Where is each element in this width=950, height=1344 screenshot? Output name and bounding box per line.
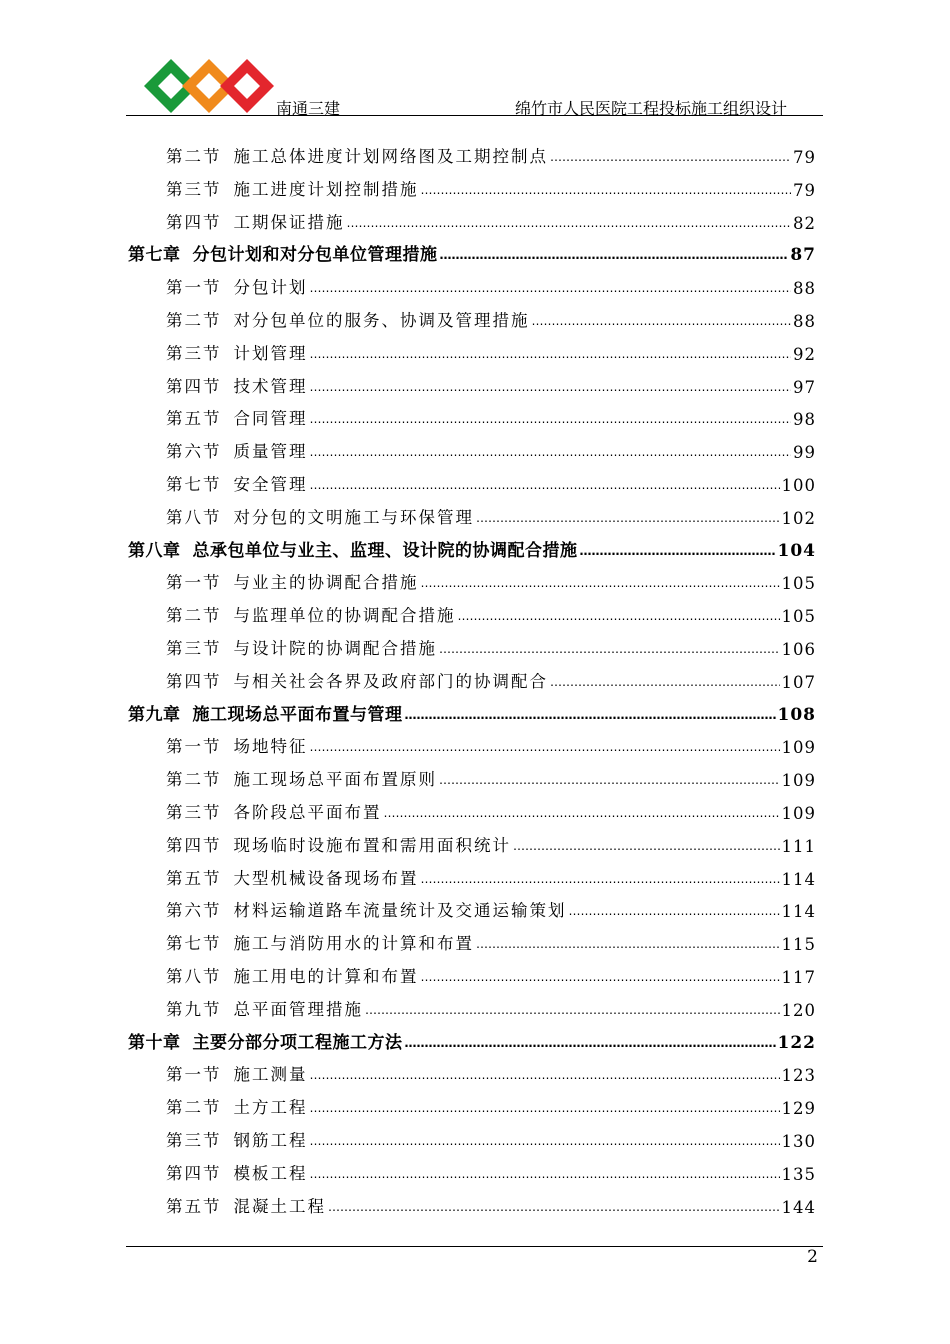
toc-section-entry[interactable] <box>166 561 816 593</box>
toc-entry-title: 模板工程 <box>233 1163 308 1183</box>
toc-entry-title: 大型机械设备现场布置 <box>233 868 419 888</box>
toc-leader-dots <box>550 676 780 692</box>
company-logo <box>139 56 279 116</box>
toc-entry-page: 87 <box>790 245 816 266</box>
toc-leader-dots <box>421 873 780 889</box>
toc-entry-page: 100 <box>781 476 816 495</box>
toc-entry-title: 安全管理 <box>233 475 308 494</box>
toc-entry-title: 计划管理 <box>233 343 308 363</box>
page-header <box>126 50 823 116</box>
toc-entry-page: 88 <box>793 312 816 331</box>
toc-entry-page: 109 <box>781 771 816 791</box>
toc-section-entry[interactable] <box>166 299 816 331</box>
footer-divider <box>126 1246 823 1247</box>
toc-leader-dots <box>365 1004 780 1020</box>
toc-entry-page: 79 <box>793 148 816 167</box>
toc-section-entry[interactable] <box>166 627 816 659</box>
toc-entry-page: 135 <box>781 1164 816 1184</box>
toc-leader-dots <box>440 249 789 265</box>
toc-entry-page: 115 <box>781 935 816 955</box>
toc-entry-title: 分包计划 <box>233 278 308 298</box>
toc-section-entry[interactable] <box>166 463 816 495</box>
toc-entry-number: 第二节 <box>166 311 222 330</box>
toc-entry-page: 108 <box>777 704 816 725</box>
toc-entry-number: 第四节 <box>166 1163 222 1183</box>
toc-entry-page: 82 <box>793 213 816 233</box>
toc-section-entry[interactable] <box>166 1119 816 1151</box>
toc-entry-title: 施工现场总平面布置与管理 <box>192 704 403 725</box>
toc-entry-title: 质量管理 <box>233 442 308 462</box>
toc-leader-dots <box>384 807 780 823</box>
toc-section-entry[interactable] <box>166 365 816 397</box>
toc-entry-page: 102 <box>781 508 816 528</box>
toc-entry-page: 98 <box>793 410 816 430</box>
toc-entry-page: 88 <box>793 279 816 299</box>
toc-section-entry[interactable] <box>166 201 816 233</box>
toc-entry-page: 114 <box>781 902 816 922</box>
toc-leader-dots <box>476 938 780 954</box>
toc-entry-page: 129 <box>781 1099 816 1119</box>
toc-entry-number: 第八节 <box>166 507 222 527</box>
toc-leader-dots <box>421 184 792 200</box>
logo-diamond-red <box>220 59 274 113</box>
toc-entry-page: 107 <box>781 672 816 692</box>
toc-section-entry[interactable] <box>166 332 816 364</box>
toc-section-entry[interactable] <box>166 922 816 954</box>
toc-section-entry[interactable] <box>166 1185 816 1217</box>
header-divider <box>126 115 823 116</box>
toc-entry-number: 第三节 <box>166 179 222 199</box>
toc-section-entry[interactable] <box>166 660 816 692</box>
toc-entry-title: 施工测量 <box>233 1065 308 1085</box>
toc-entry-number: 第一节 <box>166 278 222 298</box>
toc-section-entry[interactable] <box>166 791 816 823</box>
toc-entry-page: 79 <box>793 180 816 200</box>
toc-leader-dots <box>421 971 780 987</box>
toc-entry-number: 第四节 <box>166 835 222 855</box>
toc-chapter-entry[interactable] <box>128 1021 816 1053</box>
toc-entry-title: 与相关社会各界及政府部门的协调配合 <box>233 671 548 691</box>
toc-section-entry[interactable] <box>166 857 816 889</box>
toc-leader-dots <box>532 315 792 331</box>
toc-entry-number: 第十章 <box>128 1032 181 1053</box>
toc-entry-title: 对分包单位的服务、协调及管理措施 <box>233 311 530 330</box>
toc-entry-title: 材料运输道路车流量统计及交通运输策划 <box>233 901 567 921</box>
toc-section-entry[interactable] <box>166 955 816 987</box>
toc-entry-title: 现场临时设施布置和需用面积统计 <box>233 835 511 855</box>
toc-entry-title: 分包计划和对分包单位管理措施 <box>192 245 438 266</box>
toc-entry-number: 第二节 <box>166 1098 222 1118</box>
toc-entry-number: 第七章 <box>128 245 181 266</box>
page-number: 2 <box>807 1247 818 1267</box>
toc-entry-number: 第五节 <box>166 1196 222 1216</box>
toc-entry-page: 111 <box>781 836 816 856</box>
toc-entry-number: 第六节 <box>166 901 222 921</box>
toc-leader-dots <box>421 577 780 593</box>
toc-entry-number: 第七节 <box>166 475 222 494</box>
toc-leader-dots <box>569 905 780 921</box>
toc-section-entry[interactable] <box>166 594 816 626</box>
toc-section-entry[interactable] <box>166 496 816 528</box>
toc-chapter-entry[interactable] <box>128 529 816 561</box>
toc-leader-dots <box>458 610 780 626</box>
toc-leader-dots <box>310 381 792 397</box>
toc-entry-number: 第二节 <box>166 770 222 790</box>
toc-section-entry[interactable] <box>166 430 816 462</box>
toc-entry-title: 施工现场总平面布置原则 <box>233 770 437 790</box>
toc-entry-number: 第九节 <box>166 999 222 1019</box>
toc-leader-dots <box>310 348 792 364</box>
toc-entry-title: 场地特征 <box>233 737 308 757</box>
toc-leader-dots <box>310 413 792 429</box>
toc-section-entry[interactable] <box>166 758 816 790</box>
toc-entry-title: 与业主的协调配合措施 <box>233 573 419 593</box>
toc-section-entry[interactable] <box>166 824 816 856</box>
toc-leader-dots <box>310 1102 780 1118</box>
toc-section-entry[interactable] <box>166 397 816 429</box>
toc-entry-title: 施工总体进度计划网络图及工期控制点 <box>233 147 548 166</box>
toc-entry-page: 123 <box>781 1066 816 1086</box>
toc-entry-page: 105 <box>781 574 816 594</box>
toc-leader-dots <box>328 1201 780 1217</box>
toc-entry-page: 99 <box>793 443 816 463</box>
toc-entry-number: 第七节 <box>166 934 222 954</box>
toc-entry-number: 第一节 <box>166 737 222 757</box>
toc-entry-page: 114 <box>781 869 816 889</box>
toc-entry-number: 第三节 <box>166 1131 222 1150</box>
toc-entry-number: 第一节 <box>166 573 222 593</box>
toc-leader-dots <box>310 282 792 298</box>
toc-leader-dots <box>310 446 792 462</box>
toc-entry-number: 第三节 <box>166 343 222 363</box>
toc-entry-title: 施工用电的计算和布置 <box>233 967 419 986</box>
toc-entry-page: 92 <box>793 344 816 364</box>
toc-entry-number: 第五节 <box>166 409 222 429</box>
toc-leader-dots <box>476 512 780 528</box>
toc-chapter-entry[interactable] <box>128 233 816 265</box>
toc-leader-dots <box>405 709 776 725</box>
toc-section-entry[interactable] <box>166 889 816 921</box>
toc-entry-title: 主要分部分项工程施工方法 <box>192 1032 403 1053</box>
toc-entry-page: 104 <box>777 540 816 561</box>
toc-entry-title: 施工进度计划控制措施 <box>233 179 419 199</box>
toc-chapter-entry[interactable] <box>128 693 816 725</box>
toc-section-entry[interactable] <box>166 988 816 1020</box>
toc-entry-number: 第六节 <box>166 442 222 462</box>
toc-leader-dots <box>405 1037 776 1053</box>
toc-leader-dots <box>580 545 776 561</box>
toc-entry-title: 施工与消防用水的计算和布置 <box>233 934 474 954</box>
toc-entry-title: 与设计院的协调配合措施 <box>233 639 437 658</box>
toc-section-entry[interactable] <box>166 1152 816 1184</box>
toc-section-entry[interactable] <box>166 135 816 167</box>
toc-entry-page: 144 <box>781 1197 816 1217</box>
toc-leader-dots <box>310 479 780 495</box>
toc-entry-title: 混凝土工程 <box>233 1196 326 1216</box>
toc-entry-page: 117 <box>781 968 816 987</box>
toc-entry-title: 技术管理 <box>233 376 308 396</box>
toc-entry-page: 97 <box>793 377 816 397</box>
toc-entry-title: 各阶段总平面布置 <box>233 803 382 822</box>
toc-entry-page: 105 <box>781 607 816 627</box>
toc-entry-number: 第二节 <box>166 147 222 166</box>
toc-leader-dots <box>439 643 780 659</box>
toc-entry-number: 第四节 <box>166 376 222 396</box>
toc-section-entry[interactable] <box>166 168 816 200</box>
company-name: 南通三建 <box>276 99 341 118</box>
toc-section-entry[interactable] <box>166 266 816 298</box>
document-title: 绵竹市人民医院工程投标施工组织设计 <box>514 99 787 118</box>
toc-entry-title: 合同管理 <box>233 409 308 429</box>
toc-entry-title: 工期保证措施 <box>233 212 345 232</box>
toc-leader-dots <box>310 1135 780 1151</box>
toc-entry-page: 109 <box>781 738 816 758</box>
toc-leader-dots <box>439 774 780 790</box>
toc-section-entry[interactable] <box>166 1086 816 1118</box>
toc-leader-dots <box>310 741 780 757</box>
toc-entry-page: 122 <box>777 1032 816 1053</box>
toc-entry-title: 对分包的文明施工与环保管理 <box>233 507 474 527</box>
toc-leader-dots <box>310 1069 780 1085</box>
toc-entry-title: 总承包单位与业主、监理、设计院的协调配合措施 <box>192 540 578 561</box>
toc-entry-number: 第五节 <box>166 868 222 888</box>
toc-entry-number: 第九章 <box>128 704 181 725</box>
toc-entry-number: 第八节 <box>166 967 222 986</box>
toc-entry-number: 第三节 <box>166 639 222 658</box>
toc-entry-number: 第三节 <box>166 803 222 822</box>
toc-entry-number: 第四节 <box>166 212 222 232</box>
toc-entry-number: 第二节 <box>166 606 222 626</box>
toc-section-entry[interactable] <box>166 1053 816 1085</box>
toc-leader-dots <box>347 217 792 233</box>
toc-entry-title: 钢筋工程 <box>233 1131 308 1150</box>
toc-leader-dots <box>550 151 791 167</box>
toc-entry-page: 109 <box>781 804 816 823</box>
toc-entry-title: 土方工程 <box>233 1098 308 1118</box>
toc-section-entry[interactable] <box>166 725 816 757</box>
toc-entry-number: 第四节 <box>166 671 222 691</box>
toc-entry-page: 120 <box>781 1000 816 1020</box>
toc-entry-title: 总平面管理措施 <box>233 999 363 1019</box>
toc-leader-dots <box>513 840 780 856</box>
toc-entry-number: 第八章 <box>128 540 181 561</box>
toc-entry-title: 与监理单位的协调配合措施 <box>233 606 456 626</box>
toc-entry-page: 106 <box>781 640 816 659</box>
toc-entry-page: 130 <box>781 1132 816 1151</box>
toc-entry-number: 第一节 <box>166 1065 222 1085</box>
toc-leader-dots <box>310 1168 780 1184</box>
